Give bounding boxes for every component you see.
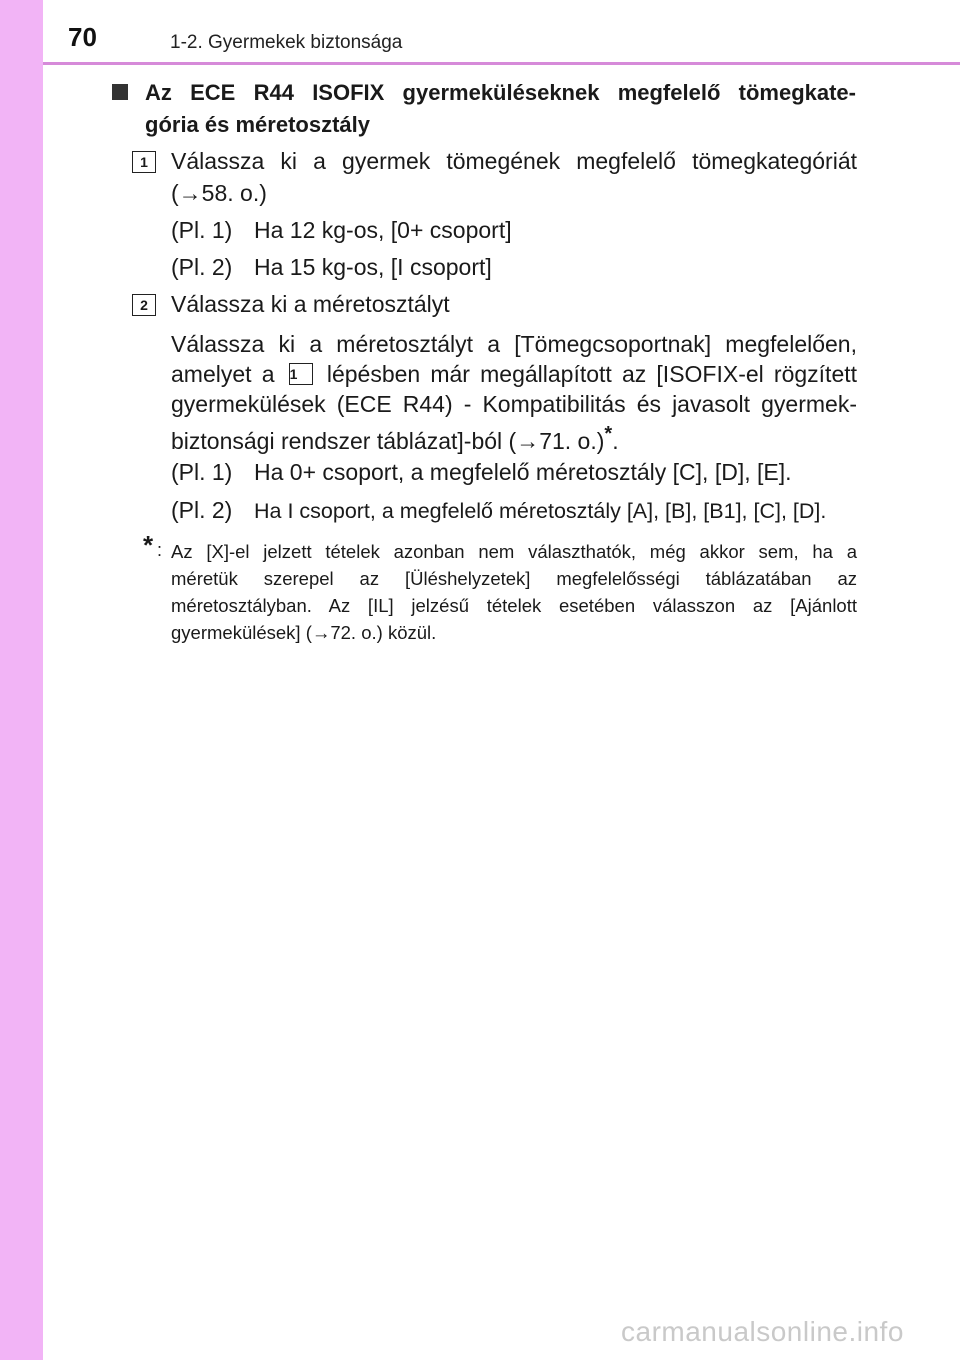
step-2-body-line-3: gyermekülések (ECE R44) - Kompatibilitás és javasolt gyermek- [171,391,857,417]
step-2-body-line-2 [171,358,857,391]
asterisk-footnote-marker: * [604,423,613,445]
example-text: Ha I csoport, a megfelelő méretosztály [A], [B], [B1], [C], [D]. [254,499,827,523]
footnote-line-3: méretosztályban. Az [IL] jelzésű tételek esetében válasszon az [Ajánlott [171,595,857,616]
example-text: Ha 15 kg-os, [I csoport] [254,254,492,280]
paren-open: ( [171,180,179,206]
text-segment: lépésben már megállapított az [ISOFIX-el rögzített [326,361,858,387]
text-segment: amelyet a [171,361,275,387]
watermark: carmanualsonline.info [621,1316,904,1347]
text-segment: . [612,428,619,454]
example-label: (Pl. 1) [171,217,233,243]
footnote-line-2: méretük szerepel az [Üléshelyzetek] megfelelősségi táblázatában az [171,568,857,589]
heading-line-2: gória és méretosztály [145,112,370,137]
step-1-badge: 1 [132,151,156,173]
footnote [171,538,857,646]
page-header [43,0,960,68]
example-text: Ha 12 kg-os, [0+ csoport] [254,217,512,243]
footnote-asterisk: * [143,530,154,560]
page-ref: 58. o.) [201,180,267,206]
step-2-body-line-4 [171,418,857,458]
header-rule [43,62,960,65]
arrow-icon: → [516,428,540,454]
step-1-text-line-1: Válassza ki a gyermek tömegének megfelelő tömegkategóriát [171,148,857,174]
heading-line-1: Az ECE R44 ISOFIX gyermeküléseknek megfelelő tömegkate- [145,80,856,105]
step-1-text-line-2 [171,177,857,210]
text-segment: biztonsági rendszer táblázat]-ból ( [171,428,517,454]
footnote-line-4: gyermekülések] (→72. o.) közül. [171,622,437,643]
example-label: (Pl. 2) [171,497,233,523]
example-text: Ha 0+ csoport, a megfelelő méretosztály [C], [D], [E]. [254,459,792,485]
page-number: 70 [68,22,97,52]
footnote-colon: : [157,540,163,560]
step-2-body-line-1: Válassza ki a méretosztályt a [Tömegcsoportnak] megfelelően, [171,331,857,357]
example-label: (Pl. 2) [171,254,233,280]
side-tab [0,0,43,1360]
square-bullet-icon [112,84,128,100]
step-2-title: Válassza ki a méretosztályt [171,291,450,317]
step-2-badge: 2 [132,294,156,316]
page-ref: 71. o.) [539,428,605,454]
footnote-line-1: Az [X]-el jelzett tételek azonban nem választhatók, még akkor sem, ha a [171,541,857,562]
arrow-icon: → [178,180,202,206]
section-title: 1-2. Gyermekek biztonsága [170,32,403,53]
example-label: (Pl. 1) [171,459,233,485]
step-1-ref-badge: 1 [289,363,313,385]
